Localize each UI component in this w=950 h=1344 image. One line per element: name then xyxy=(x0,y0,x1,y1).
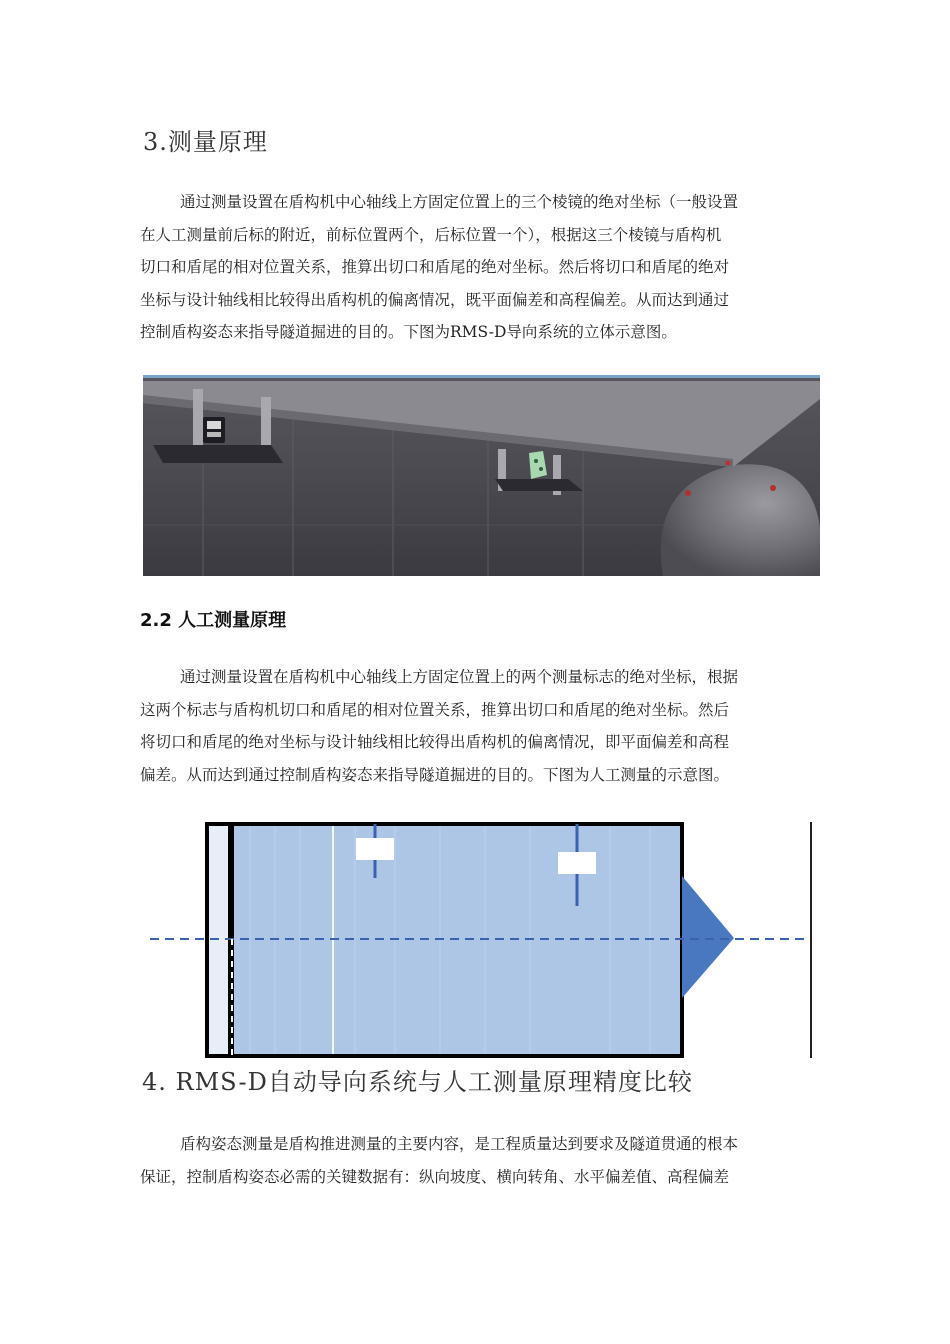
manual-survey-diagram xyxy=(140,820,820,1062)
paragraph-line: 将切口和盾尾的绝对坐标与设计轴线相比较得出盾构机的偏离情况，即平面偏差和高程 xyxy=(140,733,730,751)
section-4-paragraph xyxy=(140,1128,825,1193)
paragraph-line: 偏差。从而达到通过控制盾构姿态来指导隧道掘进的目的。下图为人工测量的示意图。 xyxy=(140,765,730,784)
section-2-2-heading: 2.2 人工测量原理 xyxy=(140,610,287,631)
paragraph-line: 盾构姿态测量是盾构推进测量的主要内容，是工程质量达到要求及隧道贯通的根本 xyxy=(180,1135,739,1153)
paragraph-line: 切口和盾尾的相对位置关系，推算出切口和盾尾的绝对坐标。然后将切口和盾尾的绝对 xyxy=(140,258,730,276)
rms-d-3d-figure xyxy=(143,375,820,576)
section-3-heading: 3.测量原理 xyxy=(143,128,268,156)
paragraph-line: 控制盾构姿态来指导隧道掘进的目的。下图为RMS-D导向系统的立体示意图。 xyxy=(140,323,677,341)
paragraph-line: 保证，控制盾构姿态必需的关键数据有：纵向坡度、横向转角、水平偏差值、高程偏差 xyxy=(140,1167,730,1186)
paragraph-line: 坐标与设计轴线相比较得出盾构机的偏离情况，既平面偏差和高程偏差。从而达到通过 xyxy=(140,290,730,309)
section-3-paragraph xyxy=(140,186,825,349)
paragraph-line: 这两个标志与盾构机切口和盾尾的相对位置关系，推算出切口和盾尾的绝对坐标。然后 xyxy=(140,700,730,719)
section-2-2-paragraph xyxy=(140,661,825,791)
paragraph-line: 通过测量设置在盾构机中心轴线上方固定位置上的两个测量标志的绝对坐标，根据 xyxy=(180,668,739,686)
paragraph-line: 在人工测量前后标的附近，前标位置两个，后标位置一个），根据这三个棱镜与盾构机 xyxy=(140,225,722,244)
section-4-heading: 4. RMS-D自动导向系统与人工测量原理精度比较 xyxy=(142,1068,693,1096)
paragraph-line: 通过测量设置在盾构机中心轴线上方固定位置上的三个棱镜的绝对坐标（一般设置 xyxy=(180,193,739,211)
